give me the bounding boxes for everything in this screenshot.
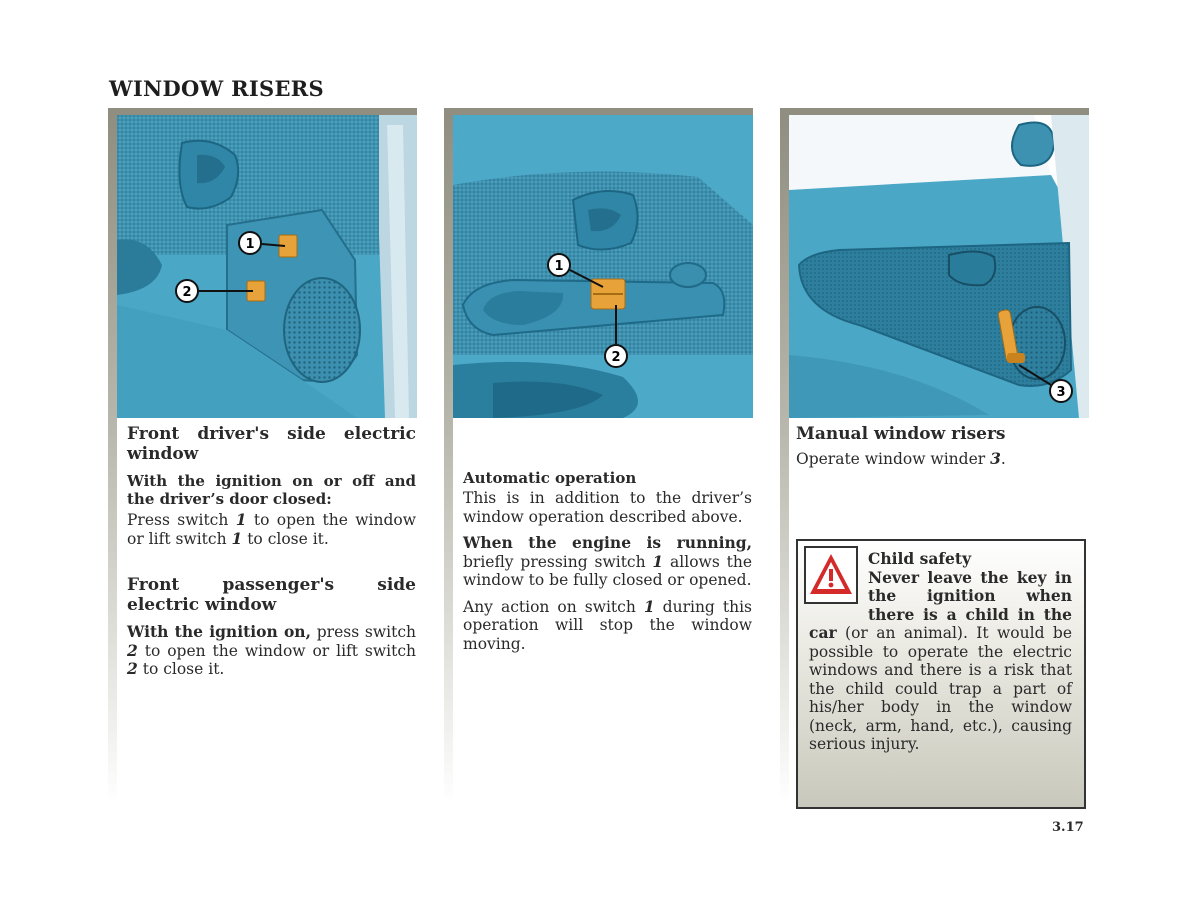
subheading-ignition: With the ignition on or off and the driver’s door closed: bbox=[127, 472, 416, 508]
heading-passenger-window: Front passenger's side electric window bbox=[127, 575, 416, 615]
heading-manual-window: Manual window risers bbox=[796, 424, 1006, 444]
stop-window-text: Any action on switch 1 during this operation will stop the window moving. bbox=[463, 596, 753, 653]
warning-triangle-icon bbox=[804, 546, 858, 604]
callout-2: 2 bbox=[611, 350, 621, 365]
automatic-intro: This is in addition to the driver’s window operation described above. bbox=[463, 489, 752, 526]
manual-instructions: Operate window winder 3. bbox=[796, 449, 1006, 468]
callout-3: 3 bbox=[1056, 385, 1066, 400]
child-safety-warning bbox=[796, 539, 1086, 809]
callout-1: 1 bbox=[554, 259, 564, 274]
heading-driver-window: Front driver's side electric window bbox=[127, 424, 416, 464]
door-switch-photo bbox=[453, 115, 753, 418]
column-driver-window bbox=[108, 108, 417, 808]
page-number: 3.17 bbox=[1052, 820, 1084, 835]
engine-running-text: When the engine is running, briefly pressing switch 1 allows the window to be fully closed or opened. bbox=[463, 533, 752, 589]
warning-text: Never leave the key in the ignition when there is a child in the car (or an animal). It would be possible to operate the electric windows and there is a risk that the child could trap a part of his/her body in the window (neck, arm, hand, etc.), causing serious injury. bbox=[809, 567, 1072, 753]
warning-title: Child safety bbox=[868, 549, 972, 568]
driver-door-photo bbox=[117, 115, 417, 418]
callout-2: 2 bbox=[182, 285, 192, 300]
column-top-bar bbox=[108, 108, 417, 115]
passenger-instructions: With the ignition on, press switch 2 to open the window or lift switch 2 to close it. bbox=[127, 622, 416, 678]
column-automatic-operation bbox=[444, 108, 753, 808]
callout-1: 1 bbox=[245, 237, 255, 252]
column-top-bar bbox=[444, 108, 753, 115]
driver-instructions: Press switch 1 to open the window or lift switch 1 to close it. bbox=[127, 510, 416, 548]
manual-winder-photo bbox=[789, 115, 1089, 418]
page-title: WINDOW RISERS bbox=[109, 76, 324, 101]
column-top-bar bbox=[780, 108, 1089, 115]
subheading-automatic: Automatic operation bbox=[463, 469, 637, 487]
column-edge bbox=[780, 115, 789, 805]
column-edge bbox=[108, 115, 117, 805]
column-edge bbox=[444, 115, 453, 805]
